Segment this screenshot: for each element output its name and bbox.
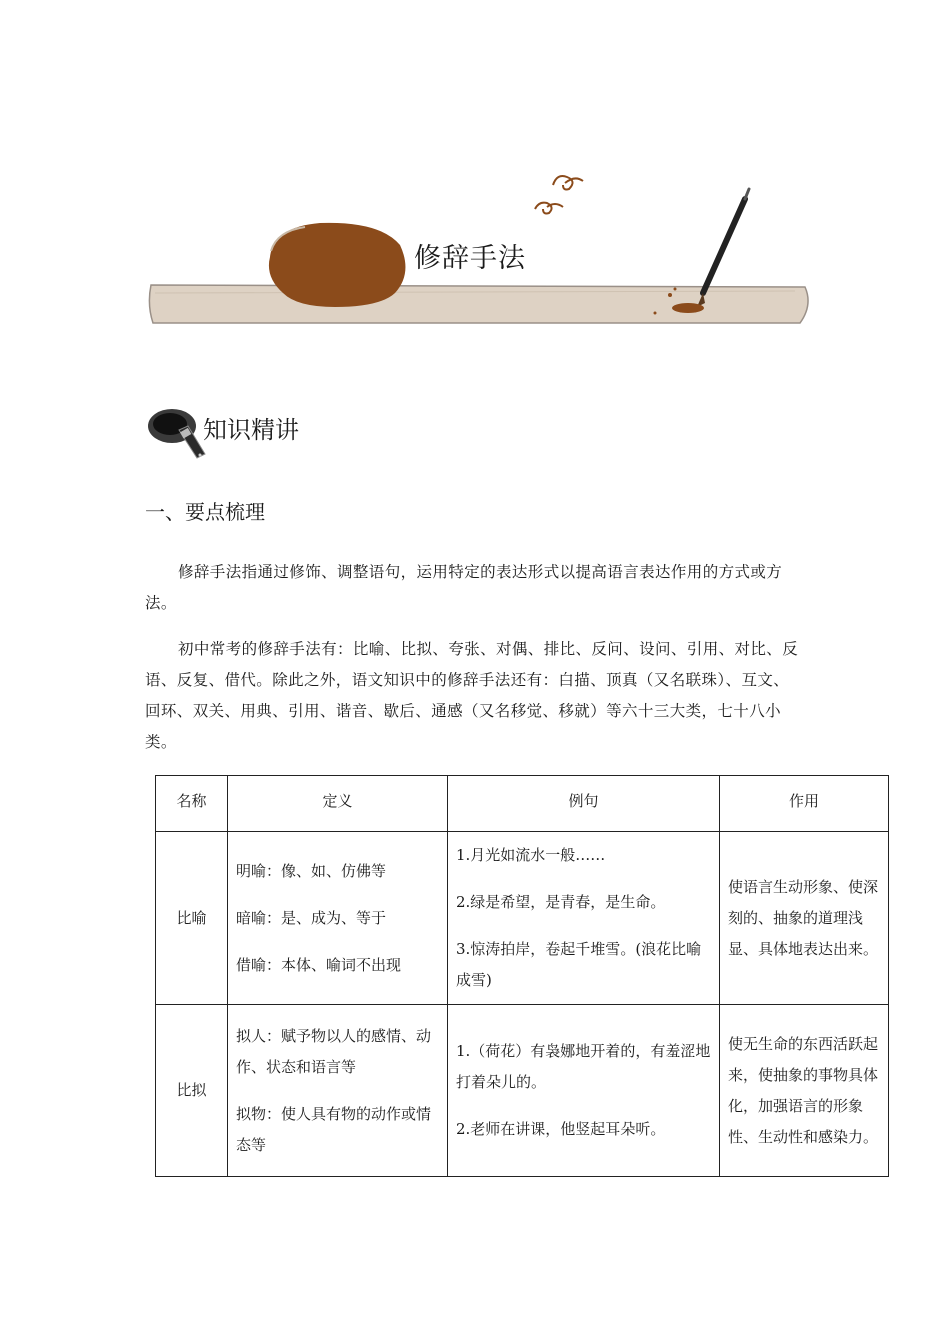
rhetoric-effect: 使语言生动形象、使深刻的、抽象的道理浅显、具体地表达出来。: [720, 832, 889, 1005]
rhetoric-name: 比喻: [156, 832, 228, 1005]
paragraph-types: 初中常考的修辞手法有：比喻、比拟、夸张、对偶、排比、反问、设问、引用、对比、反语、反复、借代。除此之外，语文知识中的修辞手法还有：白描、顶真（又名联珠）、互文、回环、双关、用典、引用、谐音、歇后、通感（又名移觉、移就）等六十三大类，七十八小类。: [145, 640, 799, 751]
rhetoric-examples: [448, 1005, 720, 1177]
definition-line: 明喻：像、如、仿佛等: [236, 861, 387, 880]
page-title: 修辞手法: [414, 243, 526, 274]
example-line: 1.（荷花）有袅娜地开着的，有羞涩地打着朵儿的。: [456, 1042, 711, 1091]
rhetoric-name: 比拟: [156, 1005, 228, 1177]
section-title: 知识精讲: [203, 416, 299, 444]
paragraph-definition: 修辞手法指通过修饰、调整语句，运用特定的表达形式以提高语言表达作用的方式或方法。: [145, 563, 783, 612]
rhetoric-definition: [228, 832, 448, 1005]
rhetoric-table: [155, 775, 889, 1177]
column-header-effect: 作用: [720, 776, 889, 832]
example-line: 2.绿是希望，是青春，是生命。: [456, 893, 666, 911]
rhetoric-effect: 使无生命的东西活跃起来，使抽象的事物具体化，加强语言的形象性、生动性和感染力。: [720, 1005, 889, 1177]
example-line: 3.惊涛拍岸，卷起千堆雪。(浪花比喻成雪): [456, 940, 702, 989]
rhetoric-definition: [228, 1005, 448, 1177]
table-row: [156, 832, 889, 1005]
column-header-definition: 定义: [228, 776, 448, 832]
column-header-name: 名称: [156, 776, 228, 832]
definition-line: 拟人：赋予物以人的感情、动作、状态和语言等: [236, 1026, 432, 1076]
definition-line: 借喻：本体、喻词不出现: [236, 955, 402, 974]
rhetoric-examples: [448, 832, 720, 1005]
table-header-row: [156, 776, 889, 832]
example-line: 1.月光如流水一般……: [456, 846, 606, 864]
definition-line: 拟物：使人具有物的动作或情态等: [236, 1104, 432, 1154]
column-header-example: 例句: [448, 776, 720, 832]
table-row: [156, 1005, 889, 1177]
subheading: 一、要点梳理: [145, 500, 265, 524]
example-line: 2.老师在讲课，他竖起耳朵听。: [456, 1120, 666, 1138]
definition-line: 暗喻：是、成为、等于: [236, 908, 387, 927]
